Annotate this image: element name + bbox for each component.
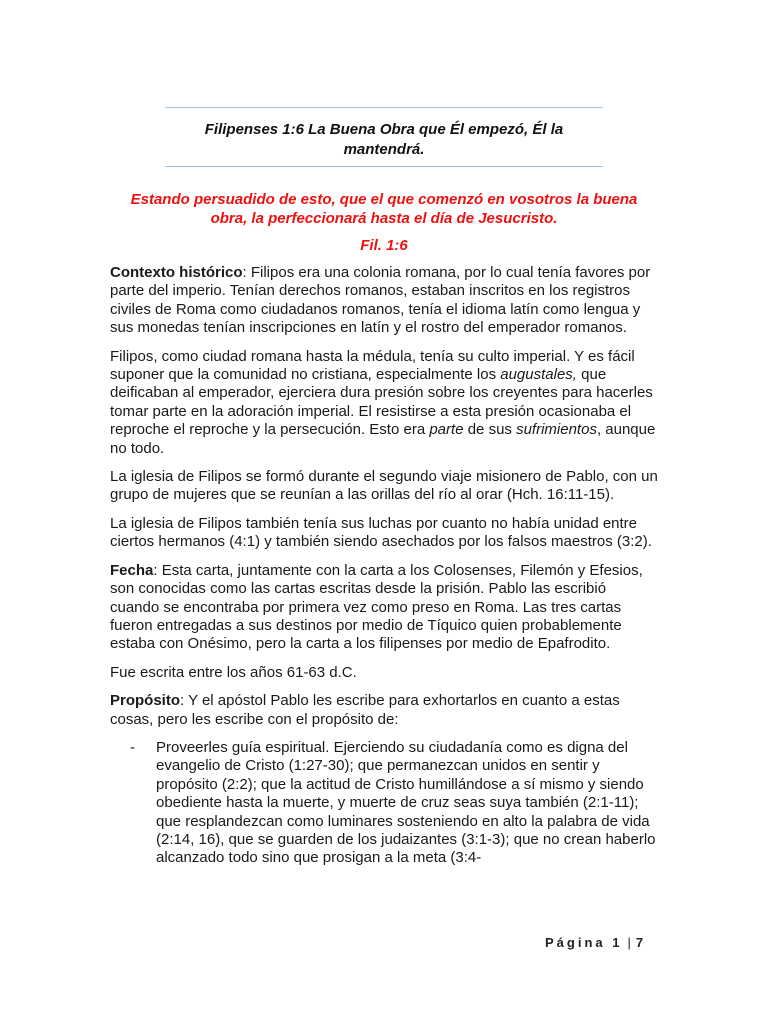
p2-italic-parte: parte: [429, 421, 464, 439]
bullet-dash: -: [130, 738, 135, 756]
paragraph-iglesia-luchas: La iglesia de Filipos también tenía sus luchas por cuanto no había unidad entre ciertos hermanos (4:1) y también siendo asechados por los falsos maestros (3:2).: [110, 514, 652, 551]
list-item: [130, 739, 658, 868]
page-title: [165, 120, 603, 160]
paragraph-fecha: [110, 562, 658, 654]
document-body: [110, 264, 658, 868]
page-label: Página: [545, 935, 606, 950]
paragraph-iglesia-formacion: La iglesia de Filipos se formó durante el segundo viaje misionero de Pablo, con un grupo de mujeres que se reunían a las orillas del río al orar (Hch. 16:11-15).: [110, 468, 658, 504]
p2-italic-sufrimientos: sufrimientos: [516, 421, 597, 439]
p2-text-c: de sus: [463, 421, 517, 439]
p2-text-b: que deificaban al emperador, ejerciera dura presión sobre los creyentes para hacerles tomar parte en la adoración imperial. El resistirse a esta presión ocasionaba el reproche el reproche y la persecución. Esto era: [110, 366, 653, 439]
title-bottom-rule: [165, 166, 603, 167]
title-line-2: mantendrá.: [343, 141, 425, 158]
paragraph-culto-imperial: [110, 348, 658, 458]
proposito-label: Propósito: [110, 692, 180, 710]
p2-text-a: Filipos, como ciudad romana hasta la médula, tenía su culto imperial. Y es fácil suponer que la comunidad no cristiana, especialmente los: [110, 347, 635, 384]
contexto-label: Contexto histórico: [110, 264, 243, 281]
total-pages: 7: [635, 935, 647, 950]
key-verse: [110, 190, 658, 228]
p2-text-d: , aunque no todo.: [110, 421, 656, 457]
fecha-label: Fecha: [110, 561, 154, 579]
title-line-1: Filipenses 1:6 La Buena Obra que Él empezó, Él la: [204, 121, 564, 138]
verse-reference: Fil. 1:6: [360, 237, 408, 254]
title-top-rule: [165, 107, 603, 108]
fecha-text: : Esta carta, juntamente con la carta a los Colosenses, Filemón y Efesios, son conocidas como las cartas escritas desde la prisión. Pablo las escribió cuando se encontraba por primera vez como preso en Roma. Las tres cartas fueron entregadas a sus destinos por medio de Tíquico quien probablemente estaba con Onésimo, pero la carta a los filipenses por medio de Epafrodito.: [110, 561, 643, 653]
page-footer: [545, 935, 646, 950]
page-number: 1: [612, 935, 623, 950]
paragraph-proposito: [110, 692, 658, 729]
paragraph-fecha-anos: Fue escrita entre los años 61-63 d.C.: [110, 663, 357, 681]
verse-line-2: obra, la perfeccionará hasta el día de Jesucristo.: [210, 210, 558, 227]
page-separator: |: [627, 935, 631, 950]
paragraph-contexto: [110, 264, 658, 338]
p2-italic-augustales: augustales,: [500, 366, 577, 384]
contexto-text: : Filipos era una colonia romana, por lo cual tenía favores por parte del imperio. Tenían derechos romanos, estaban inscritos en los registros civiles de Roma como ciudadanos romanos, tenía el idioma latín como lengua y sus monedas tenían inscripciones en latín y el rostro del emperador romanos.: [110, 264, 651, 337]
verse-line-1: Estando persuadido de esto, que el que comenzó en vosotros la buena: [130, 191, 638, 208]
bullet-text: Proveerles guía espiritual. Ejerciendo su ciudadanía como es digna del evangelio de Cristo (1:27-30); que permanezcan unidos en sentir y propósito (2:2); que la actitud de Cristo humillándose a sí mismo y siendo obediente hasta la muerte, y muerte de cruz seas suya también (2:1-11); que resplandezcan como luminares sosteniendo en alto la palabra de vida (2:14, 16), que se guarden de los judaizantes (3:1-3); que no crean haberlo alcanzado todo sino que prosigan a la meta (3:4-: [156, 738, 656, 867]
proposito-text: : Y el apóstol Pablo les escribe para exhortarlos en cuanto a estas cosas, pero les escribe con el propósito de:: [110, 692, 620, 728]
